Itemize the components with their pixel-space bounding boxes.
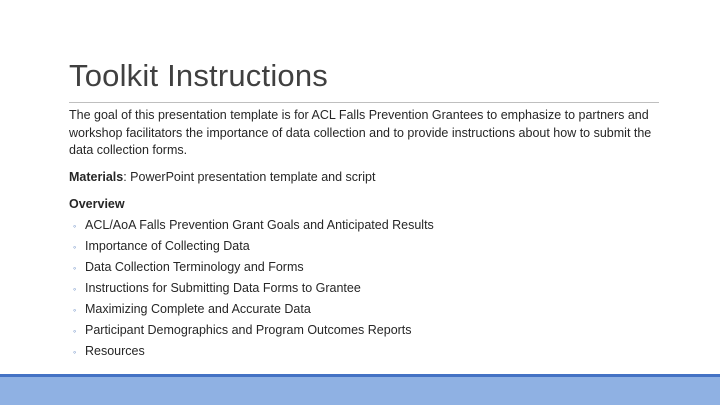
list-item-text: Importance of Collecting Data: [85, 238, 250, 253]
list-item-text: Instructions for Submitting Data Forms to Grantee: [85, 280, 361, 295]
slide-title: Toolkit Instructions: [69, 58, 328, 93]
title-divider: [69, 102, 659, 103]
bullet-icon: ◦: [73, 325, 77, 336]
list-item: [69, 320, 661, 341]
slide-body: [69, 107, 661, 362]
bullet-icon: ◦: [73, 262, 77, 273]
bullet-icon: ◦: [73, 283, 77, 294]
list-item-text: Participant Demographics and Program Outcomes Reports: [85, 322, 412, 337]
bullet-icon: ◦: [73, 220, 77, 231]
list-item: [69, 341, 661, 362]
list-item-text: Data Collection Terminology and Forms: [85, 259, 304, 274]
bullet-icon: ◦: [73, 346, 77, 357]
list-item: [69, 257, 661, 278]
bullet-icon: ◦: [73, 304, 77, 315]
materials-line: [69, 169, 661, 187]
materials-label: Materials: [69, 169, 124, 184]
footer-bar: [0, 374, 720, 405]
list-item-text: Resources: [85, 343, 145, 358]
list-item: [69, 215, 661, 236]
list-item: [69, 236, 661, 257]
overview-list: [69, 215, 661, 362]
list-item-text: Maximizing Complete and Accurate Data: [85, 301, 311, 316]
list-item: [69, 278, 661, 299]
overview-heading: Overview: [69, 197, 125, 211]
intro-paragraph: The goal of this presentation template is for ACL Falls Prevention Grantees to emphasize to partners and workshop facilitators the importance of data collection and to provide instructions about how to submit the data collection forms.: [69, 108, 652, 157]
list-item: [69, 299, 661, 320]
bullet-icon: ◦: [73, 241, 77, 252]
list-item-text: ACL/AoA Falls Prevention Grant Goals and Anticipated Results: [85, 217, 434, 232]
materials-text: : PowerPoint presentation template and script: [123, 169, 376, 184]
